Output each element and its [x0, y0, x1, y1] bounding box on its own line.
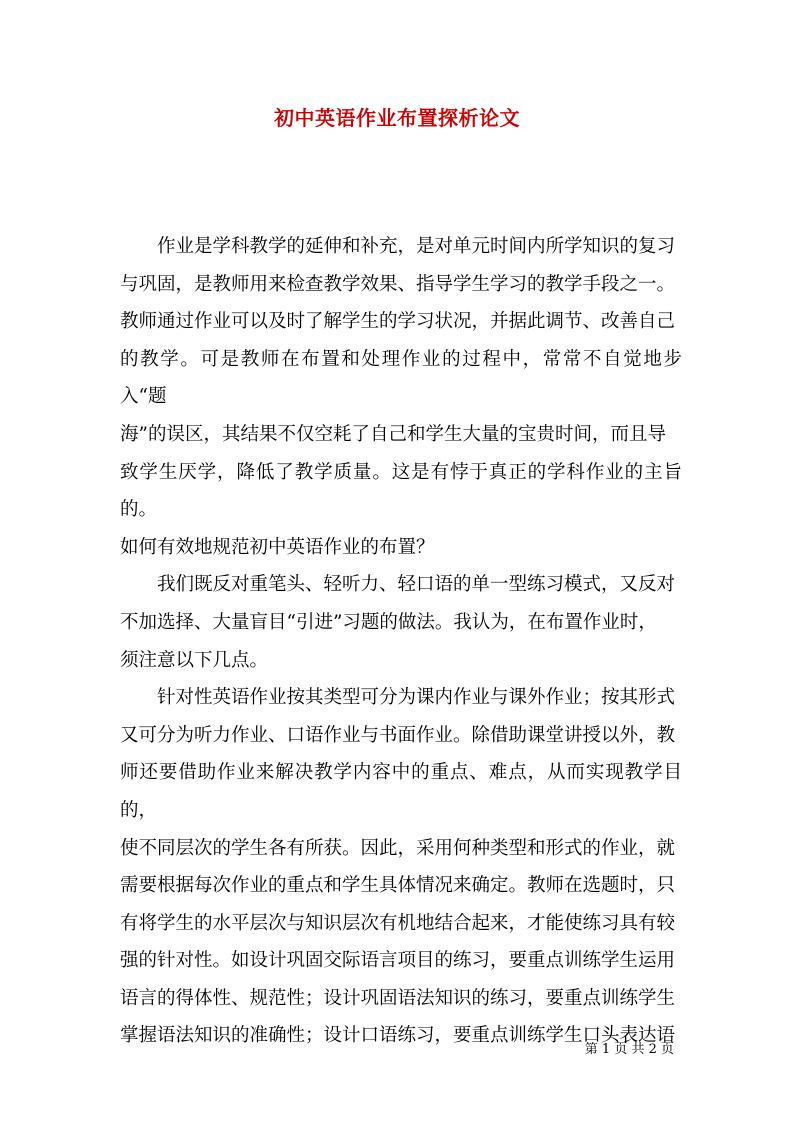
text-line: 不加选择、大量盲目“引进”习题的做法。我认为，在布置作业时，	[120, 611, 657, 633]
text-line: 强的针对性。如设计巩固交际语言项目的练习，要重点训练学生运用	[120, 950, 676, 972]
text-line: 掌握语法知识的准确性；设计口语练习，要重点训练学生口头表达语	[120, 1025, 676, 1047]
text-line: 与巩固，是教师用来检查教学效果、指导学生学习的教学手段之一。	[120, 273, 676, 295]
text-line: 作业是学科教学的延伸和补充，是对单元时间内所学知识的复习	[120, 236, 676, 257]
document-body	[120, 228, 682, 1055]
text-line: 如何有效地规范初中英语作业的布置？	[120, 536, 435, 558]
text-line: 需要根据每次作业的重点和学生具体情况来确定。教师在选题时，只	[120, 875, 676, 897]
text-line: 的教学。可是教师在布置和处理作业的过程中，常常不自觉地步入“题	[120, 348, 682, 408]
document-title: 初中英语作业布置探析论文	[274, 106, 520, 130]
text-line: 海”的误区，其结果不仅空耗了自己和学生大量的宝贵时间，而且导	[120, 423, 666, 445]
text-line: 语言的得体性、规范性；设计巩固语法知识的练习，要重点训练学生	[120, 987, 676, 1009]
text-line: 师还要借助作业来解决教学内容中的重点、难点，从而实现教学目的，	[120, 762, 682, 821]
text-line: 使不同层次的学生各有所获。因此，采用何种类型和形式的作业，就	[120, 837, 676, 859]
text-line: 我们既反对重笔头、轻听力、轻口语的单一型练习模式，又反对	[120, 574, 676, 596]
page-number: 第 1 页 共 2 页	[584, 1042, 674, 1057]
text-line: 有将学生的水平层次与知识层次有机地结合起来，才能使练习具有较	[120, 912, 676, 934]
text-line: 针对性英语作业按其类型可分为课内作业与课外作业；按其形式	[120, 687, 676, 709]
text-line: 又可分为听力作业、口语作业与书面作业。除借助课堂讲授以外，教	[120, 724, 676, 746]
text-line: 须注意以下几点。	[120, 649, 269, 671]
text-line: 教师通过作业可以及时了解学生的学习状况，并据此调节、改善自己	[120, 311, 676, 333]
text-line: 致学生厌学，降低了教学质量。这是有悖于真正的学科作业的主旨的。	[120, 461, 682, 521]
